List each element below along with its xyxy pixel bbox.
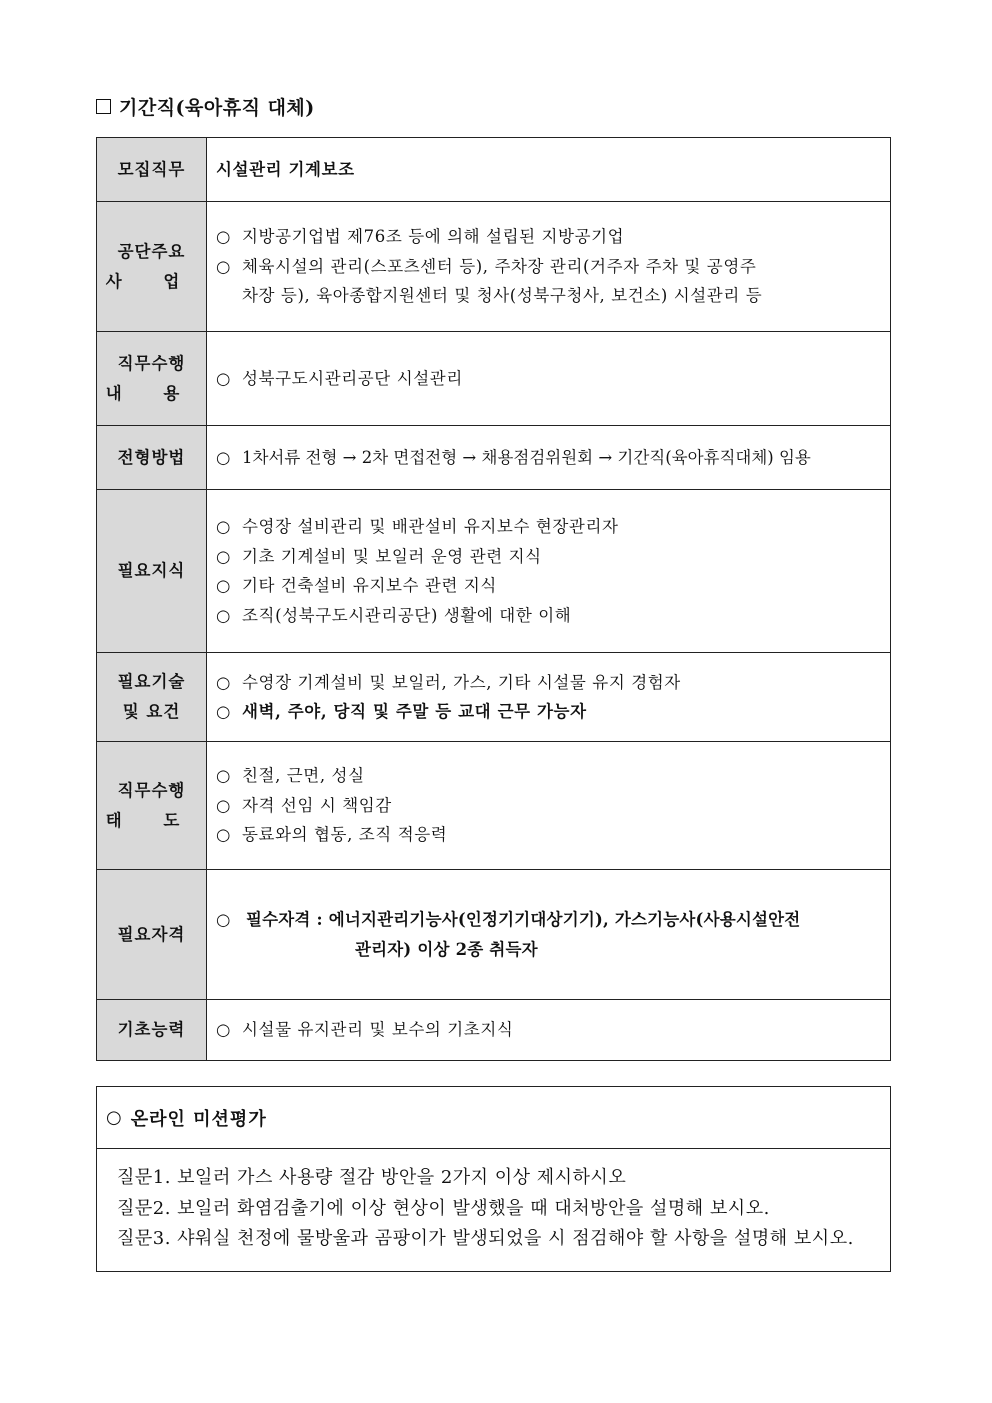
row-value: ○ 친절, 근면, 성실 ○ 자격 선임 시 책임감 ○ 동료와의 협동, 조직 적응력 (207, 742, 891, 870)
section-title-text: 기간직(육아휴직 대체) (119, 97, 315, 119)
row-label: 모집직무 (97, 138, 207, 202)
table-row (97, 426, 891, 490)
row-value: ○ 수영장 설비관리 및 배관설비 유지보수 현장관리자 ○ 기초 기계설비 및 보일러 운영 관련 지식 ○ 기타 건축설비 유지보수 관련 지식 ○ 조직(성북구도시관리공단) 생활에 대한 이해 (207, 490, 891, 653)
row-value: ○ 수영장 기계설비 및 보일러, 가스, 기타 시설물 유지 경험자 ○ 새벽, 주야, 당직 및 주말 등 교대 근무 가능자 (207, 653, 891, 742)
list-item: 질문1. 보일러 가스 사용량 절감 방안을 2가지 이상 제시하시오 (117, 1167, 627, 1188)
empty-square-icon (96, 99, 111, 114)
job-info-table (96, 137, 891, 1061)
list-item: 질문2. 보일러 화염검출기에 이상 현상이 발생했을 때 대처방안을 설명해 보시오. (117, 1197, 770, 1219)
row-value: ○ 시설물 유지관리 및 보수의 기초지식 (207, 1000, 891, 1061)
row-value: ○ 1차서류 전형 → 2차 면접전형 → 채용점검위원회 → 기간직(육아휴직대체) 임용 (207, 426, 891, 490)
table-row (97, 202, 891, 332)
table-row (97, 742, 891, 870)
row-label: 필요자격 (97, 870, 207, 1000)
mission-title: 온라인 미션평가 (130, 1108, 267, 1130)
row-value: ○ 성북구도시관리공단 시설관리 (207, 332, 891, 426)
row-value: 시설관리 기계보조 (207, 138, 891, 202)
table-row (97, 490, 891, 653)
mission-header: ○ 온라인 미션평가 (97, 1087, 890, 1149)
table-row (97, 870, 891, 1000)
row-value: ○ 필수자격 : 에너지관리기능사(인정기기대상기기), 가스기능사(사용시설안전 관리자) 이상 2종 취득자 (207, 870, 891, 1000)
row-label: 직무수행 태 도 (97, 742, 207, 870)
row-label: 공단주요 사 업 (97, 202, 207, 332)
row-label: 전형방법 (97, 426, 207, 490)
row-label: 필요기술 및 요건 (97, 653, 207, 742)
section-title (96, 93, 315, 120)
row-label: 기초능력 (97, 1000, 207, 1061)
mission-questions (97, 1149, 890, 1255)
table-row (97, 1000, 891, 1061)
table-row (97, 332, 891, 426)
row-label: 직무수행 내 용 (97, 332, 207, 426)
list-item: 질문3. 샤워실 천정에 물방울과 곰팡이가 발생되었을 시 점검해야 할 사항을 설명해 보시오. (117, 1228, 854, 1249)
row-label: 필요지식 (97, 490, 207, 653)
table-row (97, 138, 891, 202)
row-value: ○ 지방공기업법 제76조 등에 의해 설립된 지방공기업 ○ 체육시설의 관리(스포츠센터 등), 주차장 관리(거주자 주차 및 공영주 차장 등), 육아종합지원센터 및 청사(성북구청사, 보건소) 시설관리 등 (207, 202, 891, 332)
online-mission-box (96, 1086, 891, 1272)
table-row (97, 653, 891, 742)
